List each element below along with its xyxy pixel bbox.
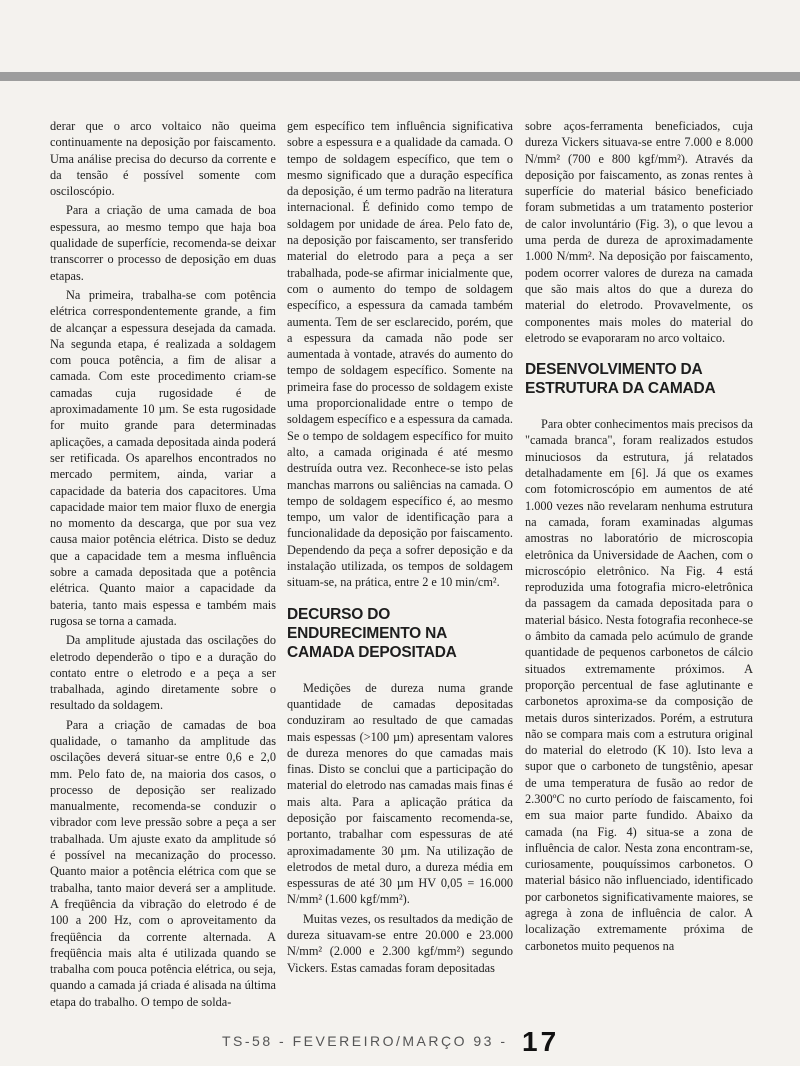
paragraph: Para a criação de camadas de boa qualidade, o tamanho da amplitude das oscilações deverá situar-se entre 0,6 e 2,0 mm. Pelo fato de, na maioria dos casos, o processo de deposição ser realizado manualmente, recomenda-se conduzir o vibrador com leve pressão sobre a peça a ser trabalhada. Um ajuste exato da amplitude só é possível na mecanização do processo. Quanto maior a potência elétrica com que se trabalha, tanto maior deverá ser a amplitude. A freqüência da vibração do eletrodo é de 100 a 200 Hz, com o aproveitamento da freqüência da corrente alternada. A freqüência mais alta é utilizada quando se trabalha com pouca potência elétrica, ou seja, quando a camada já criada é alisada na última etapa do trabalho. O tempo de solda- bbox=[50, 717, 276, 1009]
paragraph: gem específico tem influência significativa sobre a espessura e a qualidade da camada. O tempo de soldagem específico, que tem o mesmo significado que a duração específica da deposição, é um termo padrão na literatura internacional. É definido como tempo de soldagem por unidade de área. Pelo fato de, na deposição por faiscamento, ser transferido material do eletrodo para a peça a ser trabalhada, pode-se afirmar inicialmente que, com o aumento do tempo de soldagem específico, a espessura da camada também aumenta. Tem de ser esclarecido, porém, que a espessura da camada não pode ser aumentada à vontade, através do aumento do tempo de soldagem específico. Somente na primeira fase do processo de soldagem existe uma proporcionalidade entre o tempo de soldagem específico e a espessura da camada. Se o tempo de soldagem específico for muito alto, a camada originada é até mesmo destruída outra vez. Reconhece-se isto pelas manchas marrons ou saliências na camada. O tempo de soldagem específico é, ao mesmo tempo, um valor de identificação para a funcionalidade da deposição por faiscamento. Dependendo da peça a sofrer deposição e da instalação utilizada, os tempos de soldagem situam-se, na prática, entre 2 e 10 min/cm². bbox=[287, 119, 513, 590]
column-2 bbox=[287, 118, 513, 979]
paragraph: Medições de dureza numa grande quantidade de camadas depositadas conduziram ao resultado de que camadas mais espessas (>100 µm) apresentam valores de dureza menores do que camadas mais finas. Disto se conclui que a participação do material do eletrodo nas camadas mais finas é mais alta. Para a aplicação prática da deposição por faiscamento recomenda-se, portanto, trabalhar com espessuras de até aproximadamente 30 µm. Na utilização de eletrodos de metal duro, a dureza média em espessuras de até 30 µm HV 0,05 = 16.000 N/mm² (1.600 kgf/mm²). bbox=[287, 680, 513, 907]
section-heading: DESENVOLVIMENTO DA ESTRUTURA DA CAMADA bbox=[525, 361, 716, 398]
column-1 bbox=[50, 118, 276, 1013]
paragraph: sobre aços-ferramenta beneficiados, cuja dureza Vickers situava-se entre 7.000 e 8.000 N/mm² (700 e 800 kgf/mm²). Através da deposição por faiscamento, as zonas rentes à superfície do material básico beneficiado foram submetidas a um tratamento posterior de calor involuntário (Fig. 3), o que levou a uma perda de dureza de aproximadamente 1.000 N/mm². Na deposição por faiscamento, podem ocorrer valores de dureza na camada que são mais altos do que a dureza do material do eletrodo. Provavelmente, os componentes mais moles do material do eletrodo se evaporaram no arco voltaico. bbox=[525, 119, 753, 345]
paragraph: Na primeira, trabalha-se com potência elétrica correspondentemente grande, a fim de alcançar a espessura desejada da camada. Na segunda etapa, é realizada a soldagem com pouca potência, a fim de alisar a camada. Com este procedimento criam-se camadas cuja rugosidade é de aproximadamente 10 µm. Se esta rugosidade for muito grande para determinadas aplicações, a camada depositada ainda poderá ser retificada. Os aparelhos encontrados no mercado permitem, ainda, variar a capacidade da bateria dos capacitores. Uma capacidade maior tem maior fluxo de energia no momento da descarga, que por sua vez causa maior potência elétrica. Disto se deduz que a capacidade tem a mesma influência sobre a camada depositada que a potência elétrica. Quanto maior a capacidade da bateria, tanto mais espessa e também mais rugosa se torna a camada. bbox=[50, 287, 276, 628]
top-rule bbox=[0, 72, 800, 81]
paragraph: Para obter conhecimentos mais precisos da "camada branca", foram realizados estudos minuciosos da estrutura, já relatados detalhadamente em [6]. Já que os exames com fotomicroscópio em aumentos de até 1.000 vezes não revelaram nenhuma estrutura na camada, foram examinadas algumas amostras no laboratório de microscopia eletrônica da Universidade de Aachen, com o microscópio eletrônico. Na Fig. 4 está reproduzida uma fotografia micro-eletrônica da passagem da camada depositada para o material básico. Nesta fotografia reconhece-se o âmbito da camada pelo acúmulo de grande quantidade de pequenos carbonetos de cálcio situados extremamente próximos. A proporção percentual de fase aglutinante e carbonetos aproxima-se da composição de metais duros sinterizados. Porém, a estrutura não se compara mais com a estrutura original do material do eletrodo (K 10). Isto leva a supor que o carboneto de tungstênio, apesar de uma temperatura de fusão ao redor de 2.300ºC no curto período de faiscamento, foi em sua maior parte fundido. Abaixo da camada (na Fig. 4) situa-se a zona de influência de calor. Nesta zona encontram-se, curiosamente, pouquíssimos carbonetos. O material básico não influenciado, identificado por carbonetos significativamente maiores, se agrega à zona de influência de calor. A localização extremamente próxima de carbonetos muito pequenos na bbox=[525, 417, 753, 953]
column-3 bbox=[525, 118, 753, 957]
page-number: 17 bbox=[522, 1026, 560, 1057]
paragraph: derar que o arco voltaico não queima continuamente na deposição por faiscamento. Uma análise precisa do decurso da corrente e da tensão é possível somente com osciloscópio. bbox=[50, 119, 276, 199]
paragraph: Muitas vezes, os resultados da medição de dureza situavam-se entre 20.000 e 23.000 N/mm² (2.000 e 2.300 kgf/mm²) segundo Vickers. Estas camadas foram depositadas bbox=[287, 911, 513, 975]
footer-running-text: TS-58 - FEVEREIRO/MARÇO 93 - bbox=[222, 1033, 508, 1049]
paragraph: Da amplitude ajustada das oscilações do eletrodo dependerão o tipo e a duração do contato entre o eletrodo e a peça a ser trabalhada, agindo diretamente sobre o resultado da soldagem. bbox=[50, 633, 276, 713]
section-heading: DECURSO DO ENDURECIMENTO NA CAMADA DEPOSITADA bbox=[287, 605, 457, 661]
paragraph: Para a criação de uma camada de boa espessura, ao mesmo tempo que haja boa qualidade de superfície, recomenda-se deixar transcorrer o processo de deposição em duas etapas. bbox=[50, 203, 276, 283]
